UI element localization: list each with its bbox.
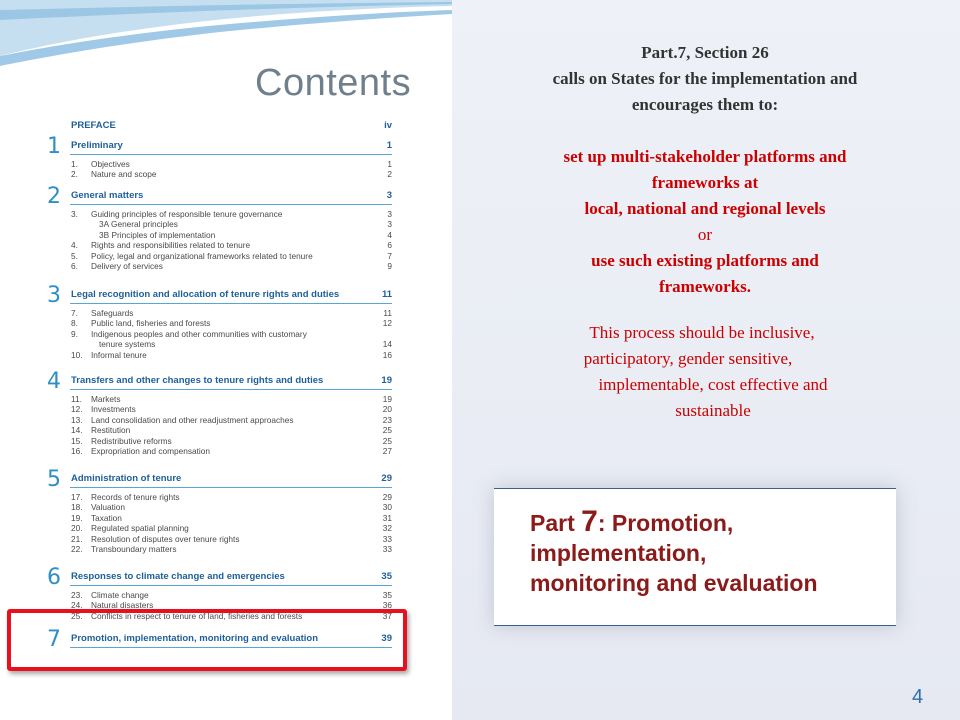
toc-item-page: 37 [382,610,392,621]
toc-section-page: 19 [381,375,392,386]
red-line-3: local, national and regional levels [584,199,826,218]
toc-item-label: 3B Principles of implementation [99,229,216,240]
toc-section-heading [71,473,392,484]
toc-item [71,329,392,339]
toc-section-heading [71,289,392,300]
toc-item [71,502,392,512]
toc-item-number: 9. [71,328,78,339]
toc-item-page: 29 [382,492,392,502]
toc-item [71,590,392,600]
toc-item [71,446,392,456]
intro-line-2: calls on States for the implementation and [552,69,858,88]
toc-item-number: 10. [71,349,83,360]
toc-item [71,544,392,554]
toc-item [71,169,392,179]
toc-item-page: 32 [382,523,392,534]
toc-section-heading [71,571,392,582]
toc-item-page: 19 [382,394,392,404]
toc-item [71,318,392,328]
toc-item-page: 12 [382,318,392,329]
toc-item-label: Restitution [91,425,131,436]
callout-line-2: implementation, [530,540,707,566]
toc-preface [71,120,392,131]
toc-item [71,219,392,229]
toc-item-page: 36 [382,600,392,611]
toc-item-page: 11 [383,308,392,318]
toc-item-page: 30 [382,502,392,513]
toc-item-label: Public land, fisheries and forests [91,318,211,329]
toc-item-label: Investments [91,404,136,415]
toc-item-number: 17. [71,492,83,502]
toc-item-number: 1. [71,159,78,169]
toc-item-number: 24. [71,600,83,611]
toc-item [71,534,392,544]
toc-item-number: 3. [71,209,78,219]
toc-item-number: 6. [71,261,78,271]
toc-item-page: 3 [387,219,392,230]
callout-part-word: Part [530,510,582,536]
toc-item-number: 23. [71,590,83,600]
toc-item-label: Rights and responsibilities related to tenure [91,240,251,251]
toc-section-title: Responses to climate change and emergencies [71,571,285,582]
toc-item-label: Conflicts in respect to tenure of land, fisheries and forests [91,610,303,621]
process-text [470,320,940,424]
toc-item-number: 11. [71,394,82,404]
toc-item [71,394,392,404]
process-line-1: This process should be inclusive, [589,323,815,342]
toc-item-label: Informal tenure [91,349,147,360]
toc-item-number: 13. [71,414,83,425]
toc-item [71,159,392,169]
toc-section-rule [70,154,392,155]
toc-section-rule [70,303,392,304]
toc-item-page: 25 [382,425,392,436]
toc-section-title: Preliminary [71,140,123,151]
toc-item-page: 2 [387,169,392,180]
toc-item-page: 33 [382,533,392,544]
toc-section-number: 6 [47,565,61,590]
toc-section-title: Transfers and other changes to tenure rights and duties [71,375,324,386]
toc-item-number: 2. [71,169,78,180]
toc-item-number: 4. [71,240,78,251]
intro-line-3: encourages them to: [631,95,779,114]
toc-item-page: 25 [382,435,392,446]
toc-item-label: Guiding principles of responsible tenure governance [91,209,283,219]
toc-section-page: 11 [381,289,392,300]
toc-item [71,209,392,219]
red-line-5: frameworks. [658,277,752,296]
toc-item-page: 1 [387,159,392,169]
toc-item-label: Delivery of services [91,261,163,271]
toc-page [0,0,452,720]
toc-item-label: 3A General principles [99,219,178,230]
toc-item-number: 19. [71,512,83,523]
toc-item-page: 4 [387,229,392,240]
toc-item-label: tenure systems [99,339,156,350]
toc-item [71,404,392,414]
toc-section-heading [71,190,392,201]
toc-section-title: Promotion, implementation, monitoring and evaluation [71,633,319,644]
toc-item-label: Transboundary matters [91,544,177,554]
toc-section-rule [70,389,392,390]
intro-text [470,40,940,118]
toc-section-number: 4 [47,369,61,394]
toc-item-number: 8. [71,318,78,329]
toc-item-label: Land consolidation and other readjustment approaches [91,414,294,425]
toc-section-page: 1 [386,140,392,151]
toc-item-page: 6 [387,240,392,251]
red-line-1: set up multi-stakeholder platforms and [563,147,847,166]
toc-section-page: 29 [381,473,392,484]
toc-item-label: Climate change [91,590,149,600]
toc-section-rule [70,487,392,488]
toc-section-rule [70,204,392,205]
toc-item-label: Taxation [91,512,122,523]
toc-item-number: 22. [71,544,83,554]
callout-part-number: 7 [581,505,598,538]
callout-line-3: monitoring and evaluation [530,570,818,596]
toc-item-number: 18. [71,502,83,513]
toc-item [71,350,392,360]
toc-item-label: Objectives [91,159,130,169]
recommendation-text [470,144,940,300]
toc-section-number: 3 [47,283,61,308]
toc-section-title: Legal recognition and allocation of tenure rights and duties [71,289,340,300]
toc-item-number: 7. [71,308,78,318]
toc-item-page: 27 [382,446,392,456]
toc-section-title: Administration of tenure [71,473,182,484]
toc-item-number: 12. [71,404,83,415]
part-7-callout [494,488,896,626]
toc-item [71,425,392,435]
toc-item-number: 20. [71,523,83,534]
toc-item-page: 20 [382,404,392,415]
toc-item-label: Resolution of disputes over tenure rights [91,533,240,544]
toc-item-label: Regulated spatial planning [91,523,189,534]
toc-section-page: 35 [381,571,392,582]
highlight-box-section-7 [7,609,407,671]
toc-section-page: 39 [381,633,392,644]
toc-section-number: 1 [47,134,61,159]
toc-item [71,230,392,240]
or-text: or [697,225,713,244]
red-line-4: use such existing platforms and [591,251,819,270]
toc-section-rule [70,585,392,586]
toc-item-number: 15. [71,435,83,446]
toc-item-page: 7 [387,250,392,261]
toc-item-label: Safeguards [91,308,134,318]
toc-section-number: 2 [47,184,61,209]
toc-item-number: 5. [71,250,78,261]
toc-item-label: Records of tenure rights [91,492,180,502]
callout-line-1: : Promotion, [597,510,734,536]
process-line-4: sustainable [675,401,751,420]
toc-item-label: Indigenous peoples and other communities with customary [91,328,307,339]
toc-item-page: 16 [382,349,392,360]
toc-item-page: 23 [382,414,392,425]
toc-section-heading [71,140,392,151]
toc-item-number: 21. [71,533,83,544]
contents-title: Contents [255,62,412,104]
toc-item [71,339,392,349]
toc-item [71,308,392,318]
toc-item [71,523,392,533]
toc-section-number: 5 [47,467,61,492]
process-line-3: implementable, cost effective and [598,375,828,394]
toc-preface-page: iv [384,120,392,131]
toc-item-label: Policy, legal and organizational frameworks related to tenure [91,250,313,261]
toc-item-number: 16. [71,446,83,456]
toc-item-label: Valuation [91,502,125,513]
toc-item-page: 3 [387,209,392,219]
page-number: 4 [912,686,924,708]
toc-item-page: 14 [382,339,392,350]
toc-section-page: 3 [386,190,392,201]
toc-item-label: Natural disasters [91,600,154,611]
toc-item-number: 25. [71,610,83,621]
toc-section-title: General matters [71,190,144,201]
toc-item-label: Markets [91,394,121,404]
intro-line-1: Part.7, Section 26 [641,43,769,62]
toc-item [71,415,392,425]
toc-preface-label: PREFACE [71,120,116,131]
toc-item [71,436,392,446]
toc-item [71,513,392,523]
toc-item [71,261,392,271]
toc-item [71,492,392,502]
callout-title [530,507,818,598]
toc-item-label: Expropriation and compensation [91,446,210,456]
toc-item-page: 9 [387,261,392,271]
toc-item-label: Nature and scope [91,169,157,180]
toc-item-page: 35 [382,590,392,600]
toc-item-label: Redistributive reforms [91,435,172,446]
toc-item-number: 14. [71,425,83,436]
toc-item [71,240,392,250]
toc-item [71,251,392,261]
process-line-2: participatory, gender sensitive, [583,349,793,368]
toc-item-page: 31 [382,512,392,523]
red-line-2: frameworks at [651,173,759,192]
toc-section-number: 7 [47,627,61,652]
toc-item-page: 33 [382,544,392,554]
toc-section-heading [71,375,392,386]
